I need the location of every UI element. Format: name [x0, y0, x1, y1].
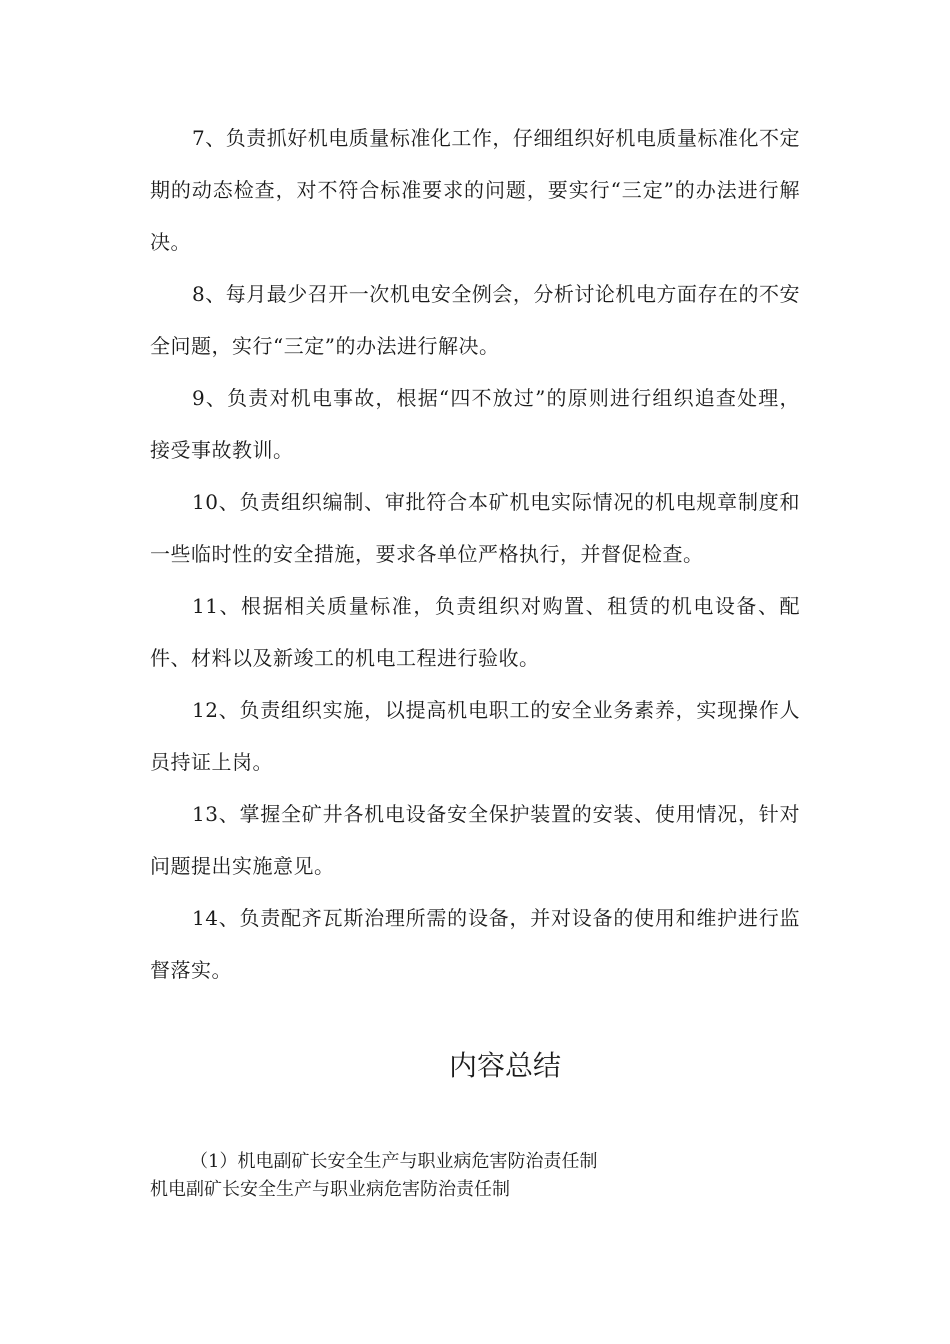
paragraph-11: 11、根据相关质量标准，负责组织对购置、租赁的机电设备、配件、材料以及新竣工的机电工程进行验收。: [150, 594, 800, 670]
paragraph-13: 13、掌握全矿井各机电设备安全保护装置的安装、使用情况，针对问题提出实施意见。: [150, 802, 800, 878]
paragraph-7: 7、负责抓好机电质量标准化工作，仔细组织好机电质量标准化不定期的动态检查，对不符合标准要求的问题，要实行“三定”的办法进行解决。: [150, 126, 800, 254]
summary-block: [150, 1148, 800, 1204]
summary-item: （1）机电副矿长安全生产与职业病危害防治责任制: [190, 1151, 598, 1172]
paragraph-12: 12、负责组织实施，以提高机电职工的安全业务素养，实现操作人员持证上岗。: [150, 698, 800, 774]
summary-heading: 内容总结: [448, 1049, 561, 1082]
document-body: [150, 112, 800, 996]
paragraph-9: 9、负责对机电事故，根据“四不放过”的原则进行组织追查处理，接受事故教训。: [150, 386, 800, 462]
paragraph-10: 10、负责组织编制、审批符合本矿机电实际情况的机电规章制度和一些临时性的安全措施，要求各单位严格执行，并督促检查。: [150, 490, 800, 566]
paragraph-14: 14、负责配齐瓦斯治理所需的设备，并对设备的使用和维护进行监督落实。: [150, 906, 800, 982]
paragraph-8: 8、每月最少召开一次机电安全例会，分析讨论机电方面存在的不安全问题，实行“三定”的办法进行解决。: [150, 282, 800, 358]
summary-subtitle: 机电副矿长安全生产与职业病危害防治责任制: [150, 1179, 510, 1200]
